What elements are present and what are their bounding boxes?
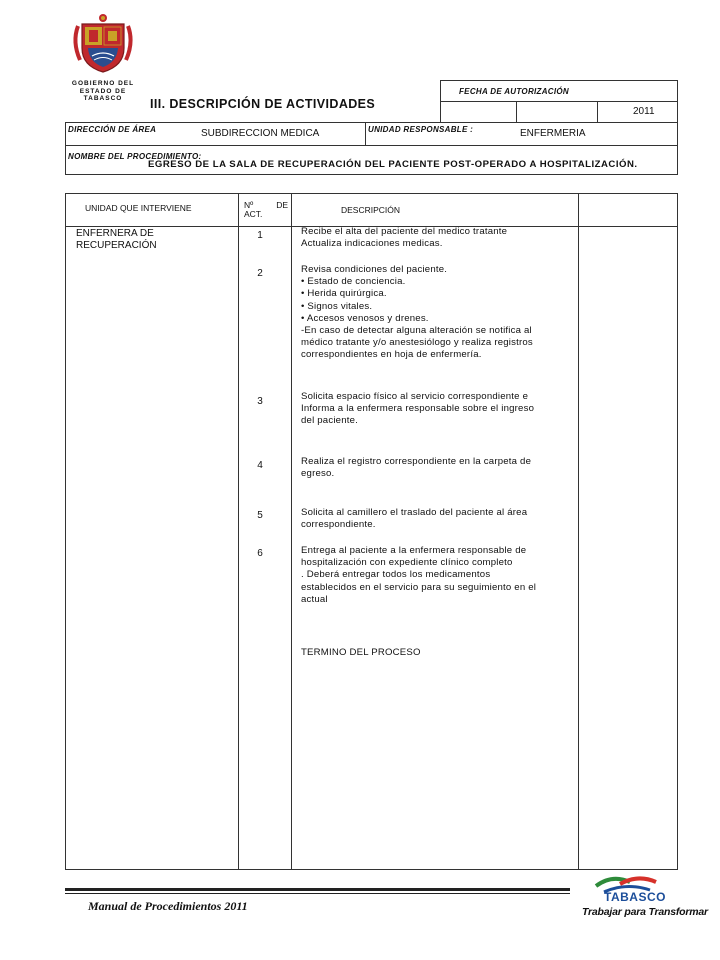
description-line: Revisa condiciones del paciente. <box>301 264 448 275</box>
activity-description <box>301 507 527 531</box>
activity-number: 3 <box>257 396 263 407</box>
fecha-autorizacion-box <box>440 80 678 102</box>
tabasco-logo <box>582 872 708 932</box>
description-line: • Accesos venosos y drenes. <box>301 312 429 324</box>
procedimiento-value: EGRESO DE LA SALA DE RECUPERACIÓN DEL PACIENTE POST-OPERADO A HOSPITALIZACIÓN. <box>148 159 638 170</box>
unidad-interviene <box>76 228 157 252</box>
fecha-label: FECHA DE AUTORIZACIÓN <box>459 87 570 96</box>
unidad-box <box>365 122 678 146</box>
description-line: Recibe el alta del paciente del medico tratante <box>301 226 508 237</box>
activity-number: 6 <box>257 548 263 559</box>
col-divider-2 <box>291 193 292 870</box>
description-line: correspondientes en hoja de enfermería. <box>301 349 482 361</box>
col-header-descripcion: DESCRIPCIÓN <box>341 205 401 215</box>
fecha-day-cell <box>440 101 517 123</box>
section-title: III. DESCRIPCIÓN DE ACTIVIDADES <box>150 97 376 111</box>
end-of-process: TERMINO DEL PROCESO <box>301 647 421 658</box>
activity-description <box>301 545 536 606</box>
description-line: Realiza el registro correspondiente en la carpeta de <box>301 456 532 467</box>
description-line: Entrega al paciente a la enfermera responsable de <box>301 545 527 556</box>
fecha-year: 2011 <box>633 106 655 117</box>
description-line: actual <box>301 593 328 605</box>
seal-caption <box>68 80 138 103</box>
col-header-num-b: DE <box>276 200 288 210</box>
col-divider-1 <box>238 193 239 870</box>
seal-line-1: GOBIERNO DEL <box>71 80 135 87</box>
description-line: hospitalización con expediente clínico completo <box>301 557 513 569</box>
direccion-label: DIRECCIÓN DE ÁREA <box>68 125 157 134</box>
brand-name: TABASCO <box>604 890 666 904</box>
description-line: Actualiza indicaciones medicas. <box>301 238 443 250</box>
unidad-line-2: RECUPERACIÓN <box>76 240 157 251</box>
description-line: • Herida quirúrgica. <box>301 288 387 300</box>
activity-description <box>301 264 533 362</box>
description-line: correspondiente. <box>301 519 376 531</box>
activity-description <box>301 226 507 250</box>
unidad-value: ENFERMERIA <box>520 128 586 139</box>
description-line: • Estado de conciencia. <box>301 276 406 288</box>
activity-number: 4 <box>257 460 263 471</box>
procedimiento-box <box>65 145 678 175</box>
description-line: Solicita espacio físico al servicio correspondiente e <box>301 391 529 402</box>
description-line: egreso. <box>301 468 335 480</box>
seal-line-3: TABASCO <box>83 95 123 102</box>
direccion-box <box>65 122 366 146</box>
activity-description <box>301 391 534 428</box>
direccion-value: SUBDIRECCION MEDICA <box>201 128 320 139</box>
state-seal <box>68 12 138 102</box>
footer-rule-thin <box>65 893 570 894</box>
unidad-label: UNIDAD RESPONSABLE : <box>368 125 474 134</box>
col-header-num-a: Nº <box>244 200 254 210</box>
footer-manual-title: Manual de Procedimientos 2011 <box>88 899 248 913</box>
description-line: Informa a la enfermera responsable sobre el ingreso <box>301 403 535 415</box>
footer-rule-thick <box>65 888 570 891</box>
col-header-num-c: ACT. <box>244 209 263 219</box>
activity-number: 2 <box>257 268 263 279</box>
description-line: establecidos en el servicio para su seguimiento en el <box>301 581 537 593</box>
seal-line-2: ESTADO DE <box>79 87 127 95</box>
col-divider-3 <box>578 193 579 870</box>
activity-number: 1 <box>257 230 263 241</box>
brand-slogan: Trabajar para Transformar <box>582 906 708 918</box>
description-line: Solicita al camillero el traslado del paciente al área <box>301 507 528 518</box>
activity-description <box>301 456 531 480</box>
description-line: • Signos vitales. <box>301 300 373 312</box>
activity-number: 5 <box>257 510 263 521</box>
description-line: -En caso de detectar alguna alteración se notifica al <box>301 325 532 337</box>
unidad-line-1: ENFERNERA DE <box>76 228 154 239</box>
fecha-year-cell <box>597 101 678 123</box>
description-line: del paciente. <box>301 415 359 427</box>
description-line: . Deberá entregar todos los medicamentos <box>301 569 491 581</box>
coat-of-arms-icon <box>68 12 138 74</box>
fecha-month-cell <box>516 101 598 123</box>
col-header-unidad: UNIDAD QUE INTERVIENE <box>85 203 192 213</box>
procedimiento-label: NOMBRE DEL PROCEDIMIENTO: <box>68 152 202 161</box>
col-header-num <box>244 201 288 219</box>
description-line: médico tratante y/o anestesiólogo y realiza registros <box>301 337 533 349</box>
